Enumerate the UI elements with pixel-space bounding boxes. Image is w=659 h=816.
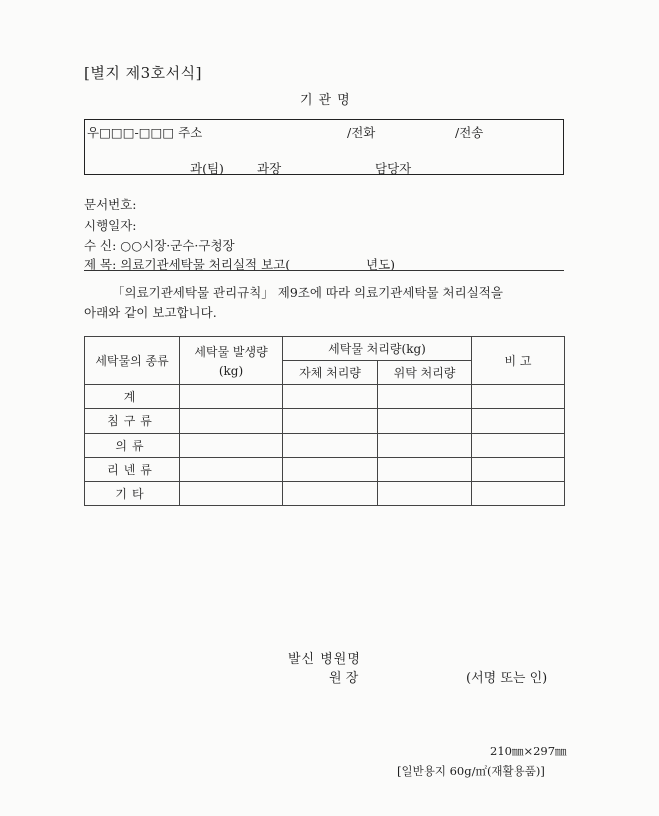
staff-field: 담당자 [375, 161, 412, 176]
paper-size: 210㎜×297㎜ [490, 744, 567, 758]
sender-contact-box [84, 119, 564, 175]
cell-note[interactable] [472, 481, 565, 505]
cell-note[interactable] [472, 433, 565, 457]
cell-generated[interactable] [180, 385, 283, 409]
issue-date: 시행일자: [84, 218, 137, 233]
table-row [85, 385, 565, 409]
header-generated-label: 세탁물 발생량 [194, 345, 268, 360]
cell-outsourced[interactable] [378, 457, 472, 481]
row-category-bedding: 침구류 [85, 409, 180, 433]
cell-note[interactable] [472, 457, 565, 481]
header-generated-unit: (kg) [218, 364, 244, 379]
paper-spec: [일반용지 60g/㎡(재활용품)] [397, 764, 545, 778]
manager-field: 과장 [257, 161, 282, 176]
cell-note[interactable] [472, 385, 565, 409]
header-outsourced: 위탁 처리량 [378, 361, 472, 385]
subject-prefix: 제 목: 의료기관세탁물 처리실적 보고( [84, 257, 291, 272]
cell-outsourced[interactable] [378, 481, 472, 505]
form-label: [별지 제3호서식] [84, 64, 202, 82]
cell-generated[interactable] [180, 433, 283, 457]
cell-note[interactable] [472, 409, 565, 433]
fax-field: /전송 [455, 125, 484, 140]
header-laundry-type: 세탁물의 종류 [85, 337, 180, 385]
table-row [85, 481, 565, 505]
cell-generated[interactable] [180, 481, 283, 505]
row-category-total: 계 [85, 385, 180, 409]
sender-hospital-name: 발신 병원명 [288, 652, 361, 667]
header-generated-amount [180, 337, 283, 385]
cell-self[interactable] [283, 385, 378, 409]
laundry-report-table [84, 336, 565, 506]
signature-or-seal: (서명 또는 인) [466, 671, 548, 686]
cell-generated[interactable] [180, 409, 283, 433]
department-field: 과(팀) [190, 161, 224, 176]
postal-address-field: 우□□□-□□□ 주소 [87, 125, 203, 140]
row-category-other: 기타 [85, 481, 180, 505]
body-line-1: 「의료기관세탁물 관리규칙」 제9조에 따라 의료기관세탁물 처리실적을 [112, 285, 503, 300]
cell-outsourced[interactable] [378, 409, 472, 433]
cell-self[interactable] [283, 433, 378, 457]
row-category-linen: 리넨류 [85, 457, 180, 481]
recipient: 수 신: ○○시장·군수·구청장 [84, 238, 235, 253]
table-row [85, 409, 565, 433]
cell-outsourced[interactable] [378, 433, 472, 457]
table-row [85, 457, 565, 481]
subject-suffix: 년도) [366, 257, 396, 272]
header-note: 비 고 [472, 337, 565, 385]
cell-self[interactable] [283, 409, 378, 433]
header-processed-amount: 세탁물 처리량(kg) [283, 337, 472, 361]
document-number: 문서번호: [84, 197, 137, 212]
cell-outsourced[interactable] [378, 385, 472, 409]
header-self-processed: 자체 처리량 [283, 361, 378, 385]
cell-self[interactable] [283, 481, 378, 505]
cell-generated[interactable] [180, 457, 283, 481]
sender-director: 원 장 [329, 671, 359, 686]
cell-self[interactable] [283, 457, 378, 481]
row-category-clothing: 의류 [85, 433, 180, 457]
body-line-2: 아래와 같이 보고합니다. [84, 305, 217, 320]
phone-field: /전화 [347, 125, 376, 140]
organization-name: 기관명 [300, 93, 356, 108]
subject-divider [84, 270, 564, 271]
table-row [85, 433, 565, 457]
